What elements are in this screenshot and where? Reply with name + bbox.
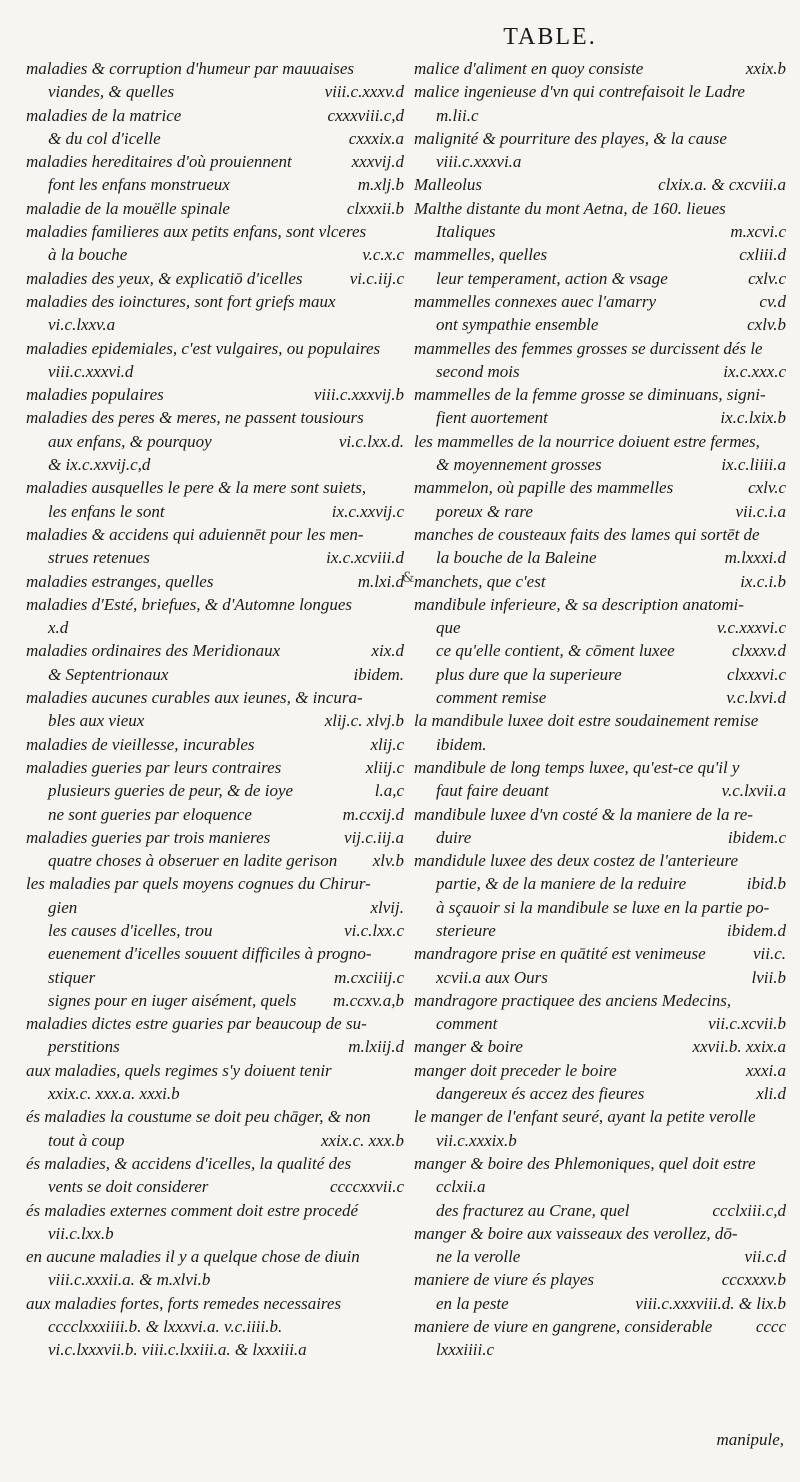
- entry-text: faut faire deuant: [436, 781, 549, 801]
- index-entry: [26, 243, 404, 266]
- entry-text: maladies gueries par leurs contraires: [26, 757, 282, 777]
- entry-reference: vi.c.iij.c: [346, 267, 404, 290]
- entry-reference: m.xcvi.c: [726, 220, 786, 243]
- entry-text: poreux & rare: [436, 501, 533, 521]
- entry-reference: ix.c.xcviii.d: [322, 546, 404, 569]
- entry-text: maladies d'Esté, briefues, & d'Automne longues: [26, 594, 352, 614]
- index-entry: [26, 686, 404, 709]
- index-entry: [26, 220, 404, 243]
- index-entry: [414, 1315, 786, 1338]
- index-entry: [414, 1338, 786, 1361]
- index-entry: [26, 337, 404, 360]
- index-entry: [414, 616, 786, 639]
- index-entry: [414, 966, 786, 989]
- catchword: manipule,: [716, 1430, 784, 1449]
- entry-text: maladies des peres & meres, ne passent tousiours: [26, 408, 364, 428]
- entry-text: manches de cousteaux faits des lames qui sortēt de: [414, 524, 760, 544]
- index-entry: [26, 803, 404, 826]
- entry-text: font les enfans monstrueux: [48, 175, 230, 195]
- entry-text: aux enfans, & pourquoy: [48, 431, 212, 451]
- index-entry: [414, 546, 786, 569]
- entry-text: viii.c.xxxvi.a: [436, 152, 522, 172]
- index-entry: [414, 290, 786, 313]
- index-entry: [26, 197, 404, 220]
- index-entry: [26, 733, 404, 756]
- index-entry: [26, 919, 404, 942]
- entry-text: fient auortement: [436, 408, 548, 428]
- index-entry: [26, 1082, 404, 1105]
- header-text: TABLE.: [503, 24, 597, 50]
- entry-reference: cxlv.b: [743, 313, 786, 336]
- index-entry: [26, 989, 404, 1012]
- entry-reference: ix.c.i.b: [736, 570, 786, 593]
- entry-reference: ix.c.liiii.a: [717, 453, 786, 476]
- index-entry: [26, 80, 404, 103]
- index-entry: [414, 127, 786, 150]
- entry-reference: xxvii.b. xxix.a: [689, 1035, 786, 1058]
- index-entry: [26, 663, 404, 686]
- index-entry: [414, 243, 786, 266]
- index-entry: [414, 872, 786, 895]
- index-entry: [414, 1105, 786, 1128]
- entry-reference: cxxxviii.c,d: [324, 104, 404, 127]
- entry-text: à sçauoir si la mandibule se luxe en la partie po-: [436, 897, 770, 917]
- entry-text: mandibule inferieure, & sa description anatomi-: [414, 594, 744, 614]
- entry-text: maladies dictes estre guaries par beaucoup de su-: [26, 1014, 367, 1034]
- index-entry: [414, 896, 786, 919]
- entry-reference: ix.c.xxx.c: [719, 360, 786, 383]
- index-entry: [414, 570, 786, 593]
- entry-text: ne sont gueries par eloquence: [48, 804, 252, 824]
- entry-reference: xxxi.a: [742, 1059, 786, 1082]
- entry-text: & ix.c.xxvij.c,d: [48, 455, 151, 475]
- index-entry: [26, 1315, 404, 1338]
- entry-reference: xlv.b: [369, 849, 404, 872]
- entry-reference: vii.c.i.a: [731, 500, 786, 523]
- entry-reference: xix.d: [367, 639, 404, 662]
- entry-text: & moyennement grosses: [436, 455, 602, 475]
- index-entry: [26, 500, 404, 523]
- page-header: [0, 24, 800, 51]
- entry-text: gien: [48, 897, 78, 917]
- index-entry: [26, 1222, 404, 1245]
- entry-text: ne la verolle: [436, 1247, 521, 1267]
- entry-text: maladies ordinaires des Meridionaux: [26, 641, 281, 661]
- entry-text: vii.c.lxx.b: [48, 1223, 114, 1243]
- entry-reference: v.c.lxvii.a: [718, 779, 786, 802]
- entry-text: les enfans le sont: [48, 501, 165, 521]
- index-entry: [26, 1129, 404, 1152]
- index-entry: [414, 313, 786, 336]
- index-entry: [26, 779, 404, 802]
- entry-text: que: [436, 618, 461, 638]
- index-entry: [414, 709, 786, 732]
- entry-text: partie, & de la maniere de la reduire: [436, 874, 687, 894]
- entry-reference: l.a,c: [371, 779, 404, 802]
- entry-text: maladies de vieillesse, incurables: [26, 734, 255, 754]
- index-entry: [26, 360, 404, 383]
- index-entry: [26, 57, 404, 80]
- entry-reference: clxix.a. & cxcviii.a: [654, 173, 786, 196]
- index-entry: [414, 593, 786, 616]
- index-entry: [414, 942, 786, 965]
- entry-text: maladies estranges, quelles: [26, 571, 214, 591]
- entry-text: manger & boire aux vaisseaux des verollez, dō-: [414, 1223, 738, 1243]
- entry-reference: cccxxxv.b: [718, 1268, 786, 1291]
- index-entry: [414, 267, 786, 290]
- index-entry: [414, 360, 786, 383]
- entry-text: bles aux vieux: [48, 711, 145, 731]
- entry-text: mandibule de long temps luxee, qu'est-ce qu'il y: [414, 757, 740, 777]
- entry-text: les maladies par quels moyens cognues du Chirur-: [26, 874, 371, 894]
- entry-reference: cccc: [752, 1315, 786, 1338]
- entry-text: vi.c.lxxxvii.b. viii.c.lxxiii.a. & lxxxiii.a: [48, 1340, 307, 1360]
- index-entry: [26, 593, 404, 616]
- entry-text: les mammelles de la nourrice doiuent estre fermes,: [414, 431, 760, 451]
- index-entry: [26, 1059, 404, 1082]
- index-entry: [26, 1175, 404, 1198]
- entry-reference: xlij.c. xlvj.b: [321, 709, 404, 732]
- index-entry: [414, 1129, 786, 1152]
- entry-reference: vii.c.xcvii.b: [704, 1012, 786, 1035]
- entry-text: maladies epidemiales, c'est vulgaires, ou populaires: [26, 338, 381, 358]
- index-entry: [26, 1199, 404, 1222]
- entry-reference: ccccxxvii.c: [326, 1175, 404, 1198]
- entry-text: maladies des yeux, & explicatiō d'icelles: [26, 268, 303, 288]
- entry-reference: v.c.xxxvi.c: [713, 616, 786, 639]
- entry-text: les causes d'icelles, trou: [48, 920, 213, 940]
- entry-reference: v.c.x.c: [358, 243, 404, 266]
- index-entry: [414, 639, 786, 662]
- entry-text: viii.c.xxxii.a. & m.xlvi.b: [48, 1270, 211, 1290]
- entry-reference: cxlv.c: [744, 267, 786, 290]
- entry-reference: vij.c.iij.a: [340, 826, 404, 849]
- index-entry: [414, 1268, 786, 1291]
- index-entry: [414, 756, 786, 779]
- entry-text: maladies hereditaires d'où prouiennent: [26, 152, 292, 172]
- entry-text: és maladies la coustume se doit peu chāger, & non: [26, 1107, 371, 1127]
- entry-text: mandibule luxee d'vn costé & la maniere de la re-: [414, 804, 753, 824]
- index-entry: [26, 406, 404, 429]
- index-entry: [26, 849, 404, 872]
- index-entry: [26, 1152, 404, 1175]
- entry-reference: lvii.b: [748, 966, 786, 989]
- index-entry: [414, 476, 786, 499]
- index-entry: [26, 476, 404, 499]
- entry-text: manger & boire: [414, 1037, 523, 1057]
- index-entry: [414, 1059, 786, 1082]
- entry-reference: ibidem.d: [723, 919, 786, 942]
- index-entry: [26, 173, 404, 196]
- entry-text: viandes, & quelles: [48, 82, 175, 102]
- entry-text: Malleolus: [414, 175, 482, 195]
- entry-reference: vi.c.lxx.c: [340, 919, 404, 942]
- entry-text: des fracturez au Crane, quel: [436, 1200, 630, 1220]
- entry-text: leur temperament, action & vsage: [436, 268, 668, 288]
- entry-reference: clxxxvi.c: [723, 663, 786, 686]
- index-entry: [26, 104, 404, 127]
- entry-reference: ibid.b: [743, 872, 786, 895]
- entry-text: maladies aucunes curables aux ieunes, & incura-: [26, 688, 363, 708]
- index-entry: [414, 337, 786, 360]
- entry-reference: xli.d: [752, 1082, 786, 1105]
- index-entry: [414, 1175, 786, 1198]
- entry-text: vi.c.lxxv.a: [48, 315, 116, 335]
- entry-text: cccclxxxiiii.b. & lxxxvi.a. v.c.iiii.b.: [48, 1317, 283, 1337]
- entry-text: comment remise: [436, 688, 547, 708]
- index-entry: [26, 546, 404, 569]
- entry-text: maladies gueries par trois manieres: [26, 827, 271, 847]
- index-entry: [26, 1268, 404, 1291]
- gutter-mark: &: [402, 570, 415, 586]
- entry-text: ce qu'elle contient, & cōment luxee: [436, 641, 675, 661]
- entry-text: euenement d'icelles souuent difficiles à progno-: [48, 944, 372, 964]
- entry-text: stiquer: [48, 967, 96, 987]
- index-entry: [414, 173, 786, 196]
- entry-text: la mandibule luxee doit estre soudainement remise: [414, 711, 759, 731]
- entry-text: second mois: [436, 361, 520, 381]
- entry-text: maladies ausquelles le pere & la mere sont suiets,: [26, 478, 367, 498]
- index-entry: [414, 197, 786, 220]
- entry-text: x.d: [48, 618, 69, 638]
- entry-text: tout à coup: [48, 1130, 125, 1150]
- index-entry: [26, 127, 404, 150]
- entry-reference: xxix.b: [742, 57, 786, 80]
- entry-text: aux maladies, quels regimes s'y doiuent tenir: [26, 1060, 332, 1080]
- index-entry: [26, 756, 404, 779]
- entry-text: plus dure que la superieure: [436, 664, 622, 684]
- entry-reference: ibidem.: [349, 663, 404, 686]
- entry-text: ibidem.: [436, 734, 487, 754]
- entry-text: perstitions: [48, 1037, 120, 1057]
- index-entry: [414, 500, 786, 523]
- entry-text: maladies & accidens qui aduiennēt pour les men-: [26, 524, 364, 544]
- entry-text: viii.c.xxxvi.d: [48, 361, 134, 381]
- index-entry: [414, 453, 786, 476]
- entry-reference: m.cxciiij.c: [330, 966, 404, 989]
- entry-reference: m.ccxij.d: [339, 803, 404, 826]
- entry-reference: cxxxix.a: [345, 127, 404, 150]
- index-entry: [414, 1292, 786, 1315]
- index-entry: [414, 57, 786, 80]
- index-entry: [26, 150, 404, 173]
- entry-text: comment: [436, 1014, 498, 1034]
- entry-reference: v.c.lxvi.d: [722, 686, 786, 709]
- index-entry: [414, 406, 786, 429]
- entry-text: en aucune maladies il y a quelque chose de diuin: [26, 1247, 360, 1267]
- entry-text: maladies familieres aux petits enfans, sont vlceres: [26, 222, 367, 242]
- entry-reference: xlij.c: [366, 733, 404, 756]
- entry-text: quatre choses à obseruer en ladite gerison: [48, 851, 338, 871]
- entry-text: mammelles de la femme grosse se diminuans, signi-: [414, 385, 766, 405]
- entry-text: mandidule luxee des deux costez de l'anterieure: [414, 851, 739, 871]
- index-entry: [26, 639, 404, 662]
- entry-text: lxxxiiii.c: [436, 1340, 495, 1360]
- index-entry: [414, 826, 786, 849]
- entry-text: manger doit preceder le boire: [414, 1060, 617, 1080]
- entry-reference: m.lxi.d: [354, 570, 404, 593]
- entry-text: mandragore practiquee des anciens Medecins,: [414, 990, 732, 1010]
- entry-text: maladies & corruption d'humeur par mauuaises: [26, 59, 355, 78]
- entry-text: és maladies, & accidens d'icelles, la qualité des: [26, 1153, 352, 1173]
- index-entry: [414, 1152, 786, 1175]
- entry-text: duire: [436, 827, 472, 847]
- entry-text: vii.c.xxxix.b: [436, 1130, 517, 1150]
- entry-text: maniere de viure és playes: [414, 1270, 595, 1290]
- entry-text: manchets, que c'est: [414, 571, 546, 591]
- entry-reference: ccclxiii.c,d: [708, 1199, 786, 1222]
- index-entry: [26, 1012, 404, 1035]
- index-entry: [26, 616, 404, 639]
- entry-text: Italiques: [436, 222, 496, 242]
- entry-text: sterieure: [436, 920, 496, 940]
- entry-text: en la peste: [436, 1293, 509, 1313]
- entry-text: ont sympathie ensemble: [436, 315, 599, 335]
- entry-reference: xliij.c: [362, 756, 404, 779]
- index-entry: [414, 849, 786, 872]
- index-entry: [414, 150, 786, 173]
- entry-text: mammelles des femmes grosses se durcissent dés le: [414, 338, 763, 358]
- entry-text: maladie de la mouëlle spinale: [26, 198, 230, 218]
- entry-text: strues retenues: [48, 548, 150, 568]
- entry-text: mammelles, quelles: [414, 245, 548, 265]
- index-entry: [414, 1222, 786, 1245]
- index-entry: [26, 453, 404, 476]
- entry-reference: viii.c.xxxviii.d. & lix.b: [631, 1292, 786, 1315]
- index-entry: [26, 383, 404, 406]
- index-entry: [26, 896, 404, 919]
- entry-text: maladies populaires: [26, 385, 164, 405]
- index-entry: [26, 1338, 404, 1361]
- index-entry: [26, 290, 404, 313]
- index-entry: [414, 803, 786, 826]
- entry-reference: cv.d: [755, 290, 786, 313]
- entry-reference: xxix.c. xxx.b: [317, 1129, 404, 1152]
- index-entry: [414, 383, 786, 406]
- entry-reference: m.xlj.b: [354, 173, 404, 196]
- index-entry: [414, 430, 786, 453]
- index-entry: [414, 1245, 786, 1268]
- entry-text: xxix.c. xxx.a. xxxi.b: [48, 1084, 180, 1104]
- entry-text: & du col d'icelle: [48, 128, 161, 148]
- entry-reference: viii.c.xxxv.d: [321, 80, 404, 103]
- entry-reference: clxxxii.b: [343, 197, 404, 220]
- entry-text: malice ingenieuse d'vn qui contrefaisoit le Ladre: [414, 82, 745, 102]
- index-entry: [26, 570, 404, 593]
- index-entry: [414, 779, 786, 802]
- entry-reference: vii.c.: [749, 942, 786, 965]
- entry-text: plusieurs gueries de peur, & de ioye: [48, 781, 294, 801]
- entry-text: vents se doit considerer: [48, 1177, 209, 1197]
- entry-text: Malthe distante du mont Aetna, de 160. lieues: [414, 198, 726, 218]
- index-entry: [414, 1012, 786, 1035]
- entry-text: maladies des ioinctures, sont fort griefs maux: [26, 291, 336, 311]
- index-entry: [26, 1292, 404, 1315]
- index-entry: [26, 709, 404, 732]
- entry-reference: vii.c.d: [740, 1245, 786, 1268]
- index-entry: [414, 220, 786, 243]
- entry-reference: xxxvij.d: [348, 150, 404, 173]
- entry-text: mammelon, où papille des mammelles: [414, 478, 674, 498]
- index-entry: [414, 733, 786, 756]
- index-entry: [26, 1105, 404, 1128]
- entry-reference: vi.c.lxx.d.: [335, 430, 404, 453]
- index-entry: [414, 1035, 786, 1058]
- index-entry: [26, 1245, 404, 1268]
- right-column: [414, 57, 786, 1442]
- index-entry: [414, 663, 786, 686]
- index-entry: [26, 872, 404, 895]
- entry-text: m.lii.c: [436, 105, 479, 125]
- entry-reference: ix.c.xxvij.c: [328, 500, 404, 523]
- entry-text: és maladies externes comment doit estre procedé: [26, 1200, 359, 1220]
- entry-reference: m.lxiij.d: [344, 1035, 404, 1058]
- entry-text: signes pour en iuger aisément, quels: [48, 990, 297, 1010]
- index-entry: [26, 942, 404, 965]
- entry-text: malice d'aliment en quoy consiste: [414, 59, 644, 78]
- index-entry: [26, 313, 404, 336]
- entry-text: cclxii.a: [436, 1177, 486, 1197]
- index-entry: [26, 523, 404, 546]
- entry-reference: m.ccxv.a,b: [329, 989, 404, 1012]
- index-entry: [26, 1035, 404, 1058]
- entry-reference: xlvij.: [366, 896, 404, 919]
- entry-text: à la bouche: [48, 245, 128, 265]
- index-entry: [414, 989, 786, 1012]
- entry-text: aux maladies fortes, forts remedes necessaires: [26, 1293, 342, 1313]
- entry-text: maladies de la matrice: [26, 105, 182, 125]
- index-entry: [26, 430, 404, 453]
- index-entry: [414, 686, 786, 709]
- index-entry: [26, 966, 404, 989]
- index-entry: [26, 267, 404, 290]
- index-entry: [414, 80, 786, 103]
- entry-text: le manger de l'enfant seuré, ayant la petite verolle: [414, 1107, 756, 1127]
- index-entry: [414, 919, 786, 942]
- index-entry: [414, 104, 786, 127]
- index-entry: [26, 826, 404, 849]
- entry-reference: cxliii.d: [735, 243, 786, 266]
- entry-text: manger & boire des Phlemoniques, quel doit estre: [414, 1153, 756, 1173]
- entry-reference: viii.c.xxxvij.b: [310, 383, 404, 406]
- entry-reference: m.lxxxi.d: [721, 546, 786, 569]
- entry-reference: cxlv.c: [744, 476, 786, 499]
- left-column: [26, 57, 404, 1442]
- entry-reference: ix.c.lxix.b: [716, 406, 786, 429]
- entry-text: la bouche de la Baleine: [436, 548, 597, 568]
- entry-text: malignité & pourriture des playes, & la cause: [414, 128, 727, 148]
- entry-reference: ibidem.c: [724, 826, 786, 849]
- entry-text: maniere de viure en gangrene, considerable: [414, 1317, 713, 1337]
- entry-text: mammelles connexes auec l'amarry: [414, 291, 657, 311]
- entry-text: dangereux és accez des fieures: [436, 1084, 645, 1104]
- index-entry: [414, 1199, 786, 1222]
- entry-text: mandragore prise en quātité est venimeuse: [414, 944, 706, 964]
- entry-text: & Septentrionaux: [48, 664, 169, 684]
- entry-text: xcvii.a aux Ours: [436, 967, 548, 987]
- index-entry: [414, 523, 786, 546]
- index-entry: [414, 1082, 786, 1105]
- entry-reference: clxxxv.d: [728, 639, 786, 662]
